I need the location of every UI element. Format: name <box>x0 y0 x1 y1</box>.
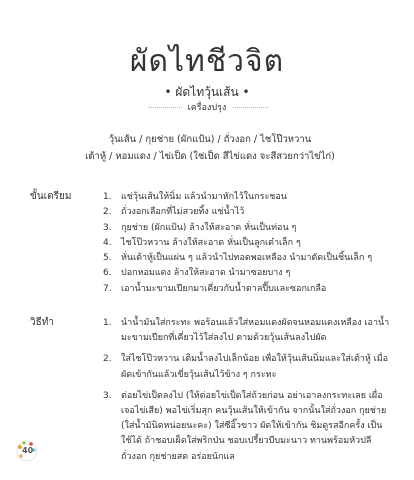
method-label: วิธีทำ <box>30 317 54 328</box>
step-number: 2. <box>103 354 112 365</box>
prep-steps <box>103 190 393 297</box>
list-item <box>103 190 393 205</box>
list-item <box>103 266 393 281</box>
page-subtitle: • ผัดไทวุ้นเส้น • <box>164 85 250 99</box>
step-number: 3. <box>103 390 112 401</box>
step-text: กุยช่าย (ผักแป้น) ล้างให้สะอาด หั่นเป็นท่อน ๆ <box>121 222 297 233</box>
ingredients-list <box>60 131 360 165</box>
list-item <box>103 282 393 297</box>
list-item <box>103 236 393 251</box>
list-item <box>103 251 393 266</box>
step-text: เอาน้ำมะขามเปียกมาเคี่ยวกับน้ำตาลปี๊บและซอกเกลือ <box>121 283 327 294</box>
step-number: 1. <box>103 318 112 328</box>
step-text: ไชโป๊วหวาน ล้างให้สะอาด หั่นเป็นลูกเต๋าเล็ก ๆ <box>121 237 301 248</box>
list-item <box>103 316 393 346</box>
step-text: ปอกหอมแดง ล้างให้สะอาด นำมาซอยบาง ๆ <box>121 268 291 279</box>
step-text: ต่อยไข่เป็ดลงไป (ให้ต่อยไข่เป็ดใส่ถ้วยก่อน อย่าเอาลงกระทะเลย เผื่อเจอไข่เสีย) พอไข่เริ่มสุก คนวุ้นเส้นให้เข้ากัน จากนั้นใส่ถั่วงอก กุยช่าย (ใส่น้ำมันิดหน่อยนะคะ) ใส่ซีอิ๊วขาว ผัดให้เข้ากัน ชิมดูรสอีกครั้ง เป็นใช้ได้ ถ้าชอบเผ็ดใส่พริกป่น ชอบเปรี้ยวบีบมะนาว ทานพร้อมหัวปลี ถั่วงอก กุยช่ายสด อร่อยนักแล <box>121 390 387 462</box>
ingredients-heading <box>0 100 414 114</box>
step-text: นำน้ำมันใส่กระทะ พอร้อนแล้วใส่หอมแดงผัดจนหอมแดงเหลือง เอาน้ำมะขามเปียกที่เคี่ยวไว้ใส่ลงไป ตามด้วยวุ้นเส้นลงไปผัด <box>121 318 390 344</box>
list-item <box>103 389 393 465</box>
list-item <box>103 205 393 220</box>
ingredients-line: วุ้นเส้น / กุยช่าย (ผักแป้น) / ถั่วงอก / ไชโป๊วหวาน <box>108 134 312 145</box>
prep-label: ขั้นเตรียม <box>30 191 72 202</box>
ingredients-heading-text: เครื่องปรุง <box>182 103 233 113</box>
list-item <box>103 352 393 382</box>
step-number: 6. <box>103 268 112 279</box>
step-number: 7. <box>103 283 112 294</box>
step-number: 5. <box>103 253 112 264</box>
step-number: 1. <box>103 192 112 202</box>
step-text: แช่วุ้นเส้นให้นิ่ม แล้วนำมาหักไว้ในกระชอน <box>121 192 287 202</box>
ingredients-line: เต้าหู้ / หอมแดง / ไข่เป็ด (ใช่เป็ด สีไข่แดง จะสีสวยกว่าไข่ไก่) <box>85 151 335 162</box>
step-text: ใส่ไชโป๊วหวาน เติมน้ำลงไปเล็กน้อย เพื่อให้วุ้นเส้นนิ่มและใส่เต้าหู้ เมื่อผัดเข้ากันแล้วเขี่ยวุ้นเส้นไว้ข้าง ๆ กระทะ <box>121 354 389 380</box>
method-steps <box>103 316 393 471</box>
list-item <box>103 221 393 236</box>
step-number: 3. <box>103 222 112 233</box>
page-title: ผัดไทชีวจิต <box>129 44 285 79</box>
step-text: หั่นเต้าหู้เป็นแผ่น ๆ แล้วนำไปทอดพอเหลือง นำมาตัดเป็นชิ้นเล็ก ๆ <box>121 253 373 264</box>
page-number: 40 <box>22 446 34 455</box>
step-number: 4. <box>103 237 112 248</box>
step-text: ถั่วงอกเลือกที่ไม่สวยทิ้ง แช่น้ำไว้ <box>121 207 245 218</box>
step-number: 2. <box>103 207 112 218</box>
